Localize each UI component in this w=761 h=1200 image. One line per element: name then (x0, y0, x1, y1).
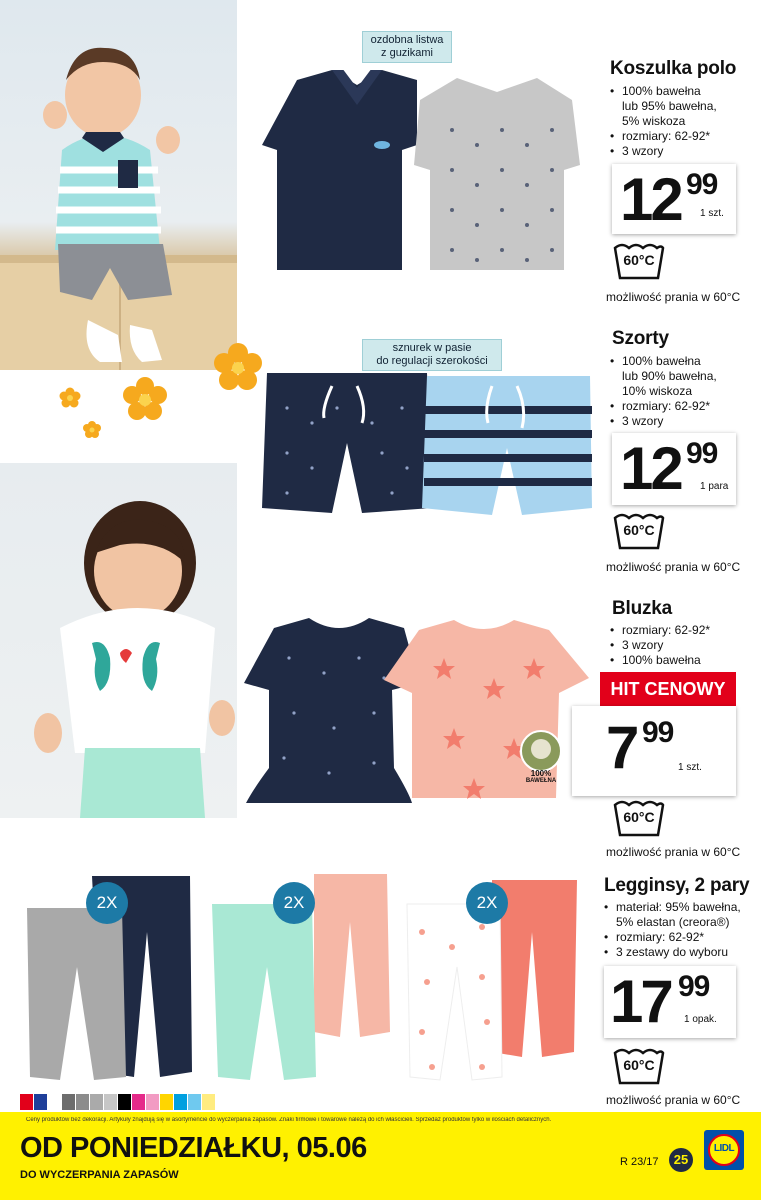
blouse-price-int: 7 (606, 714, 637, 781)
leggings-wash-text: możliwość prania w 60°C (606, 1093, 741, 1107)
shorts-bullet: • rozmiary: 62-92* (610, 399, 717, 414)
leggings-price-int: 17 (610, 968, 671, 1035)
polo-bullet: • 100% bawełna (610, 84, 717, 99)
cotton-badge-label: BAWEŁNA (525, 778, 557, 784)
flower-decoration-large (210, 340, 266, 396)
shorts-bullet: • 100% bawełna (610, 354, 717, 369)
polo-title: Koszulka polo (610, 58, 737, 79)
color-swatch (62, 1094, 75, 1110)
wash-60-label: 60°C (623, 522, 655, 538)
blouse-bullet: • rozmiary: 62-92* (610, 623, 710, 638)
shorts-bullet: lub 90% bawełna, (622, 369, 717, 383)
color-swatch (188, 1094, 201, 1110)
blouse-wash-text: możliwość prania w 60°C (606, 845, 741, 859)
shorts-unit: 1 para (700, 481, 729, 492)
leggings-bullet: • materiał: 95% bawełna, (604, 900, 741, 915)
color-swatch (174, 1094, 187, 1110)
blouse-bullet: • 3 wzory (610, 638, 710, 653)
lidl-logo-text: LIDL (713, 1143, 735, 1154)
color-swatch (132, 1094, 145, 1110)
polo-bullets (610, 84, 717, 159)
wash-60-label: 60°C (623, 252, 655, 268)
polo-price-dec: 99 (686, 168, 718, 201)
pack-badge-1: 2X (86, 882, 128, 924)
color-swatch (118, 1094, 131, 1110)
blouse-price-dec: 99 (642, 716, 674, 749)
leggings-price-box (604, 966, 736, 1038)
footer-headline: OD PONIEDZIAŁKU, 05.06 (20, 1132, 367, 1164)
cotton-badge-percent: 100% (530, 769, 552, 778)
cotton-plant-icon (520, 730, 562, 772)
footer-bar (0, 1112, 761, 1200)
shorts-callout-line1: sznurek w pasie (392, 342, 472, 354)
baby-boy-photo (0, 0, 237, 370)
wash-60-label: 60°C (623, 1057, 655, 1073)
blouse-price-box (572, 706, 736, 796)
leggings-title: Legginsy, 2 pary (604, 875, 750, 896)
polo-bullet: 5% wiskoza (622, 114, 686, 128)
footer-code: R 23/17 (620, 1156, 659, 1168)
shorts-callout-line2: do regulacji szerokości (376, 355, 488, 367)
flower-decoration (55, 340, 185, 450)
color-swatch (76, 1094, 89, 1110)
page-number-badge: 25 (669, 1148, 693, 1172)
footer-subline: DO WYCZERPANIA ZAPASÓW (20, 1169, 179, 1181)
color-swatch (160, 1094, 173, 1110)
polo-price-int: 12 (620, 166, 681, 233)
shorts-bullets (610, 354, 717, 429)
leggings-unit: 1 opak. (684, 1014, 717, 1025)
polo-callout-line1: ozdobna listwa (370, 34, 444, 46)
shorts-price-box (612, 433, 736, 505)
shorts-bullet: • 3 wzory (610, 414, 717, 429)
color-swatch (48, 1094, 61, 1110)
shorts-bullet: 10% wiskoza (622, 384, 693, 398)
color-swatch (104, 1094, 117, 1110)
color-swatch (34, 1094, 47, 1110)
shorts-title: Szorty (612, 328, 669, 349)
polo-callout-line2: z guzikami (381, 47, 433, 59)
cotton-badge (520, 730, 562, 788)
polo-shirts-image (262, 70, 582, 280)
wash-60-label: 60°C (623, 809, 655, 825)
color-swatch (90, 1094, 103, 1110)
shorts-image (262, 368, 592, 518)
hit-cenowy-banner: HIT CENOWY (600, 672, 736, 706)
color-swatch (20, 1094, 33, 1110)
color-swatch (146, 1094, 159, 1110)
leggings-bullet: • rozmiary: 62-92* (604, 930, 741, 945)
blouse-bullets (610, 623, 710, 668)
polo-wash-text: możliwość prania w 60°C (606, 290, 741, 304)
shorts-price-dec: 99 (686, 437, 718, 470)
polo-bullet: • rozmiary: 62-92* (610, 129, 717, 144)
leggings-bullet: 5% elastan (creora®) (616, 915, 730, 929)
shorts-wash-text: możliwość prania w 60°C (606, 560, 741, 574)
polo-price-box (612, 164, 736, 234)
blouse-title: Bluzka (612, 598, 673, 619)
baby-girl-illustration (0, 463, 237, 818)
polo-callout (362, 31, 452, 63)
color-swatch (202, 1094, 215, 1110)
lidl-logo (704, 1130, 744, 1170)
shorts-callout (362, 339, 502, 371)
polo-unit: 1 szt. (700, 208, 724, 219)
leggings-bullets (604, 900, 741, 960)
blouse-unit: 1 szt. (678, 762, 702, 773)
pack-badge-2: 2X (273, 882, 315, 924)
blouse-bullet: • 100% bawełna (610, 653, 710, 668)
baby-boy-illustration (0, 0, 237, 370)
leggings-price-dec: 99 (678, 970, 710, 1003)
color-swatch (216, 1094, 229, 1110)
leggings-bullet: • 3 zestawy do wyboru (604, 945, 741, 960)
footer-disclaimer: Ceny produktów bez dekoracji. Artykuły znajdują się w asortymencie do wyczerpania zapasów. Znaki firmowe i towarowe należą do ich właścicieli. Sprzedaż produktów tylko w ilościach detalicznych. (26, 1117, 552, 1123)
pack-badge-3: 2X (466, 882, 508, 924)
shorts-price-int: 12 (620, 435, 681, 502)
polo-bullet: lub 95% bawełna, (622, 99, 717, 113)
polo-bullet: • 3 wzory (610, 144, 717, 159)
baby-girl-photo (0, 463, 237, 818)
